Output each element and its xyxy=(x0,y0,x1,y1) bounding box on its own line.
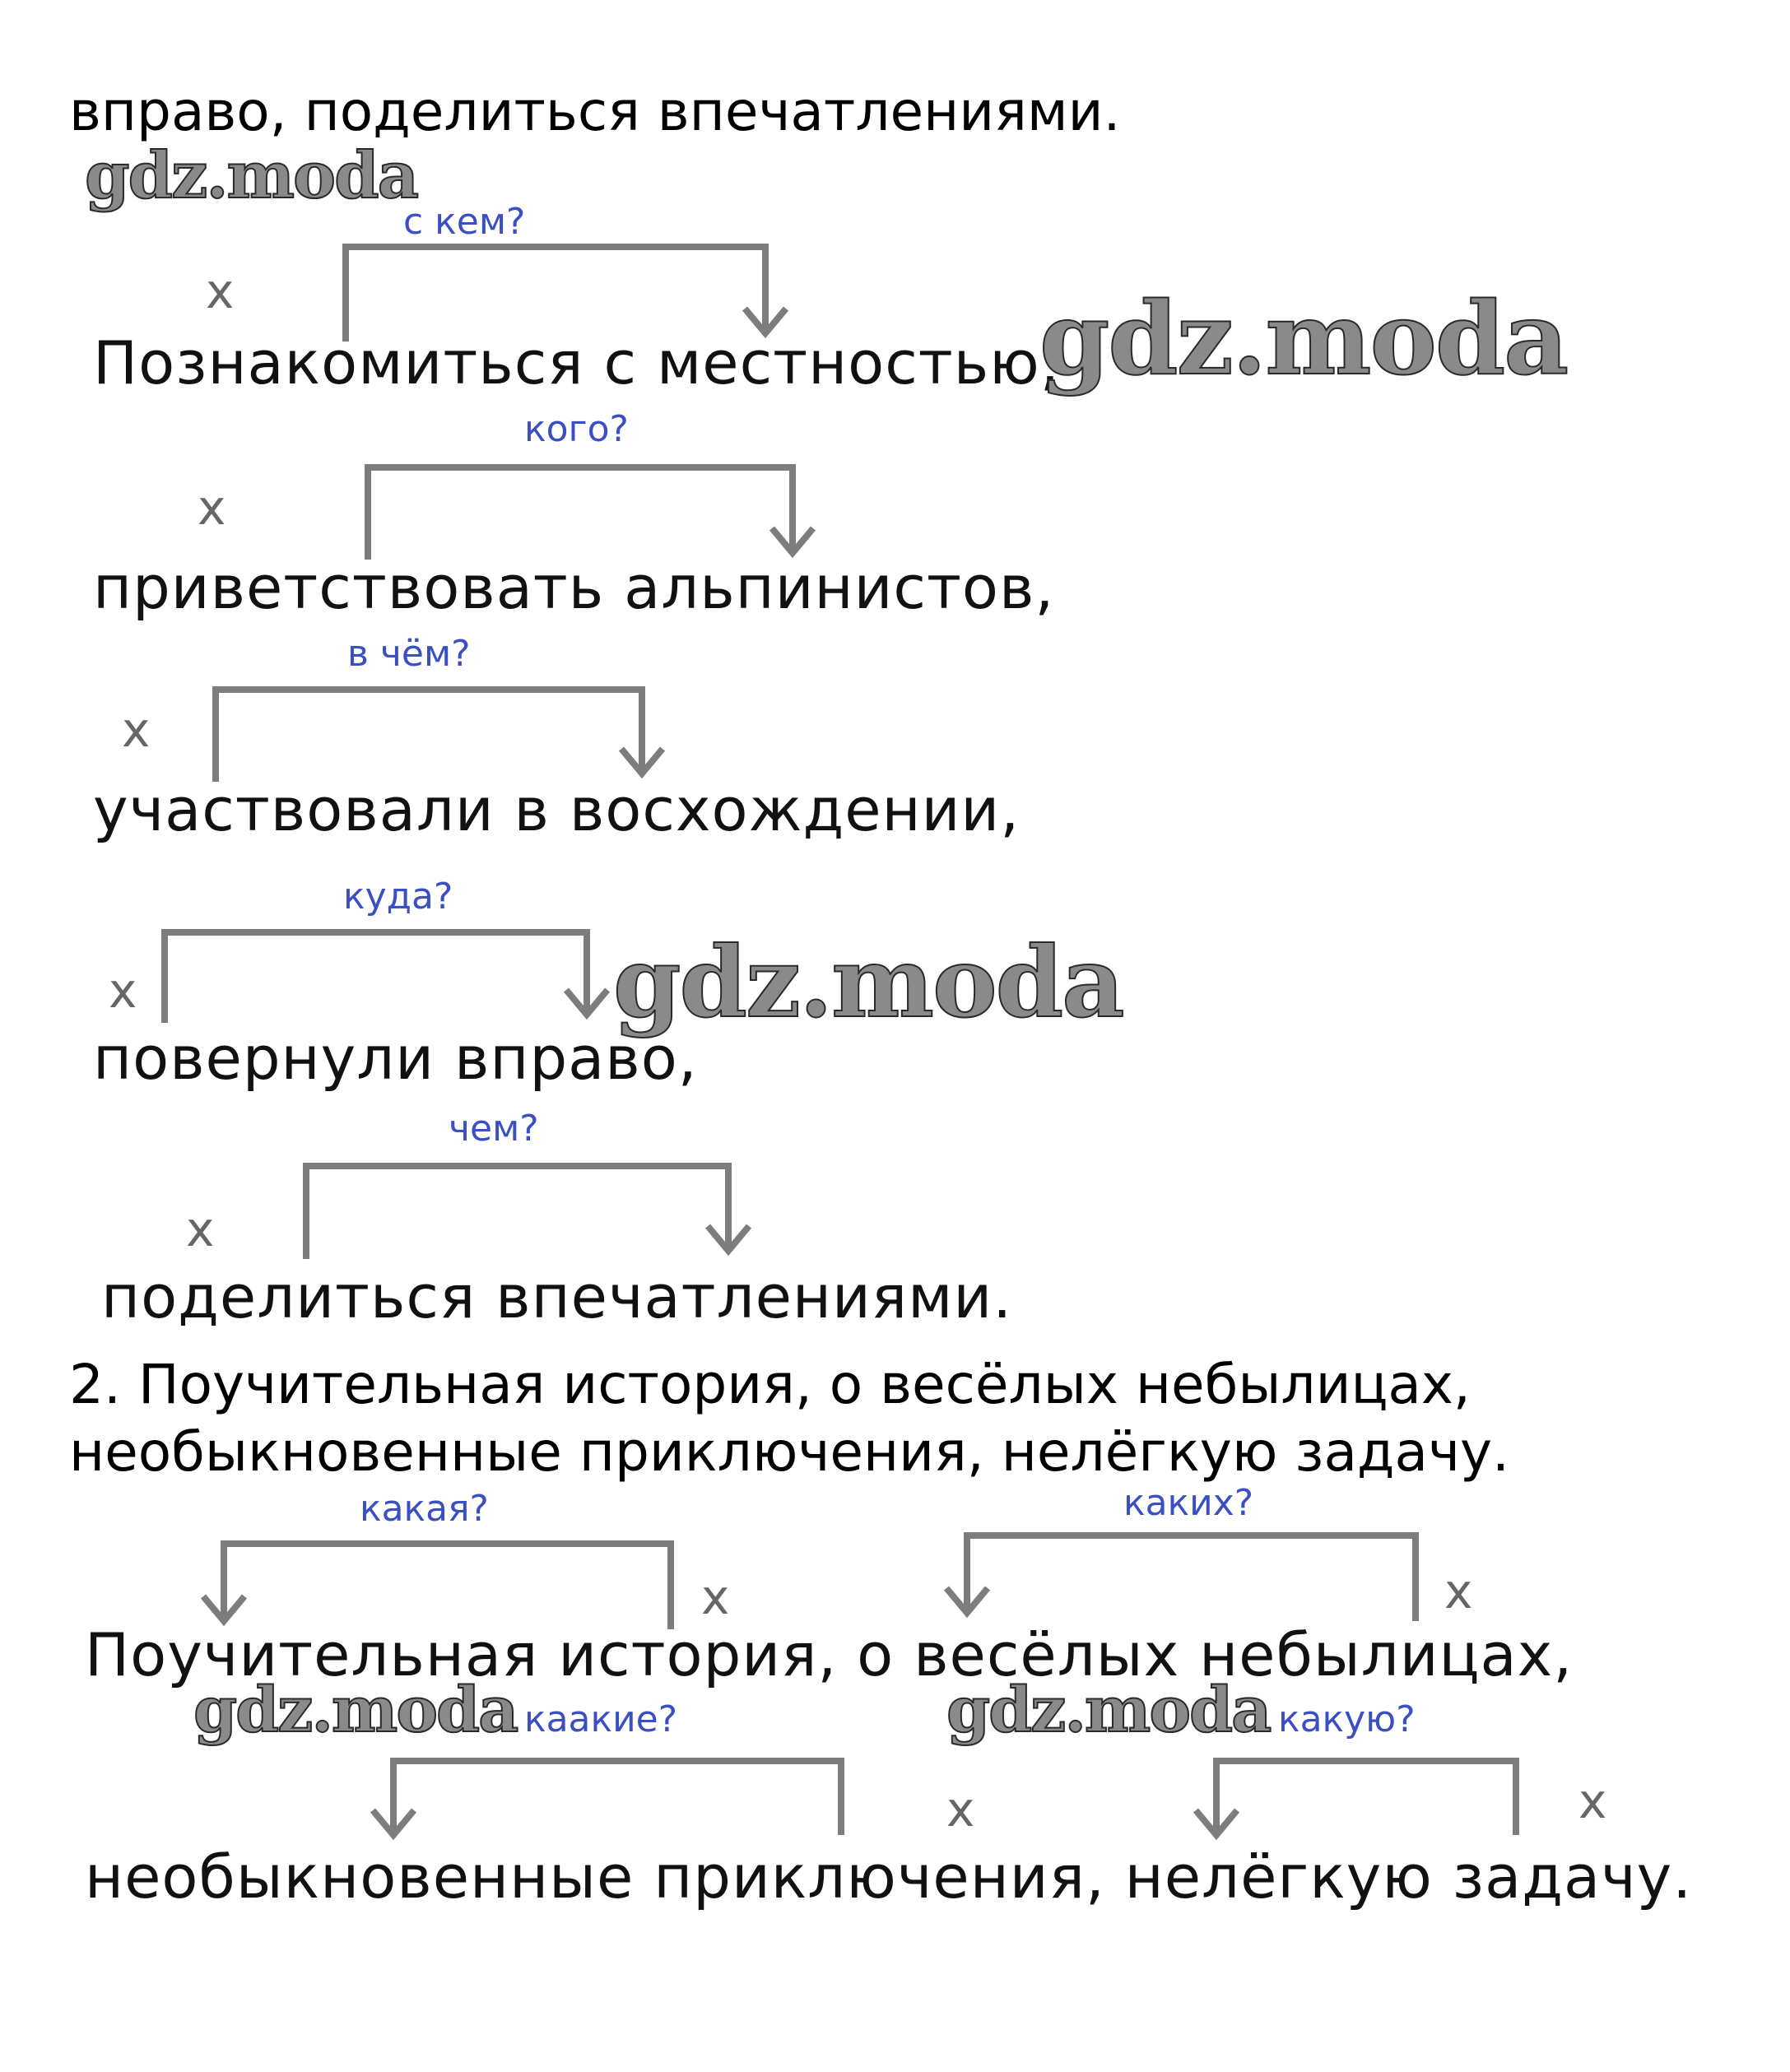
question-label-right: какую? xyxy=(1278,1698,1416,1740)
x-marker: x xyxy=(186,1201,215,1257)
watermark: gdz.moda xyxy=(193,1673,518,1746)
watermark: gdz.moda xyxy=(613,925,1123,1039)
x-marker: x xyxy=(122,702,151,758)
part2-heading-line2: необыкновенные приключения, нелёгкую задачу. xyxy=(69,1420,1510,1484)
x-marker: x xyxy=(206,263,235,319)
phrase-row: Поучительная история, о весёлых небылицах, xyxy=(85,1620,1574,1689)
question-label: кого? xyxy=(524,408,629,450)
x-marker: x xyxy=(198,480,226,536)
phrase-row: повернули вправо, xyxy=(93,1024,698,1093)
phrase-row: участвовали в восхождении, xyxy=(93,775,1021,844)
watermark: gdz.moda xyxy=(946,1673,1271,1746)
part2-heading-line1: 2. Поучительная история, о весёлых небылицах, xyxy=(69,1353,1471,1416)
intro-line: вправо, поделиться впечатлениями. xyxy=(69,80,1121,143)
watermark: gdz.moda xyxy=(85,138,418,213)
phrase-row: поделиться впечатлениями. xyxy=(101,1262,1013,1331)
question-label: чем? xyxy=(449,1108,539,1150)
phrase-row: приветствовать альпинистов, xyxy=(93,553,1055,622)
x-marker: x xyxy=(1444,1563,1473,1619)
x-marker: x xyxy=(109,963,137,1019)
question-label: куда? xyxy=(343,876,453,918)
question-label: в чём? xyxy=(347,633,471,675)
question-label-left: каакие? xyxy=(524,1698,678,1740)
question-label-left: какая? xyxy=(360,1488,489,1530)
phrase-row: необыкновенные приключения, нелёгкую задачу. xyxy=(85,1842,1693,1912)
x-marker: x xyxy=(701,1569,730,1625)
x-marker: x xyxy=(1578,1773,1607,1829)
watermark: gdz.moda xyxy=(1039,279,1568,397)
x-marker: x xyxy=(946,1782,975,1837)
question-label: с кем? xyxy=(403,201,526,243)
phrase-row: Познакомиться с местностью, xyxy=(93,328,1060,397)
question-label-right: каких? xyxy=(1123,1482,1254,1524)
